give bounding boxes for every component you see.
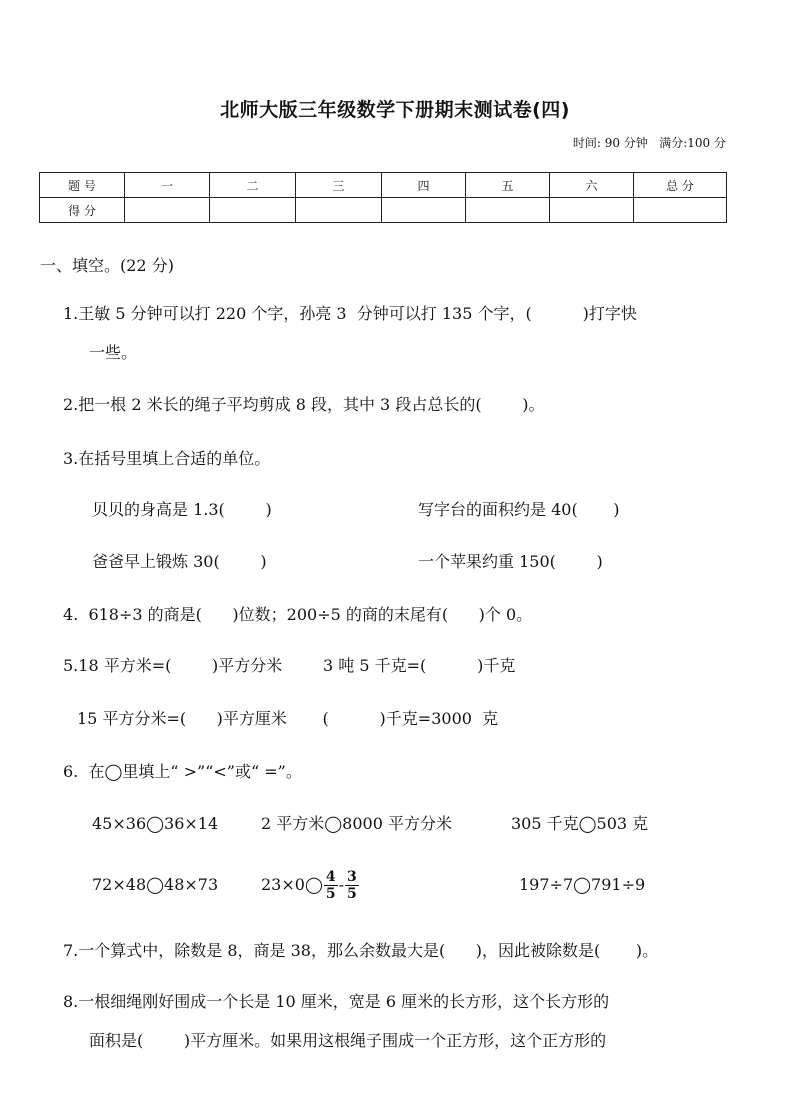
question-7: 7.一个算式中，除数是 8，商是 38，那么余数最大是( )，因此被除数是( )。 [63,941,659,960]
score-cell[interactable] [210,198,296,223]
fraction-numerator: 4 [325,869,336,885]
question-8-line-2: 面积是( )平方厘米。如果用这根绳子围成一个正方形，这个正方形的 [89,1031,607,1050]
question-3: 3.在括号里填上合适的单位。 [63,449,271,468]
question-5-line-1: 5.18 平方米=( )平方分米 3 吨 5 千克=( )千克 [63,656,516,675]
question-1-line-2: 一些。 [89,343,138,362]
question-3-item-desk-area: 写字台的面积约是 40( ) [418,500,620,519]
score-cell[interactable] [634,198,727,223]
fraction-numerator: 3 [347,869,357,885]
score-header-cell: 一 [125,173,210,198]
question-6-compare-4: 72×48◯48×73 [92,875,219,894]
exam-title: 北师大版三年级数学下册期末测试卷(四) [220,99,570,121]
score-cell[interactable] [296,198,382,223]
question-3-item-exercise: 爸爸早上锻炼 30( ) [92,552,267,571]
score-row-label: 得 分 [40,198,125,223]
question-8-line-1: 8.一根细绳刚好围成一个长是 10 厘米，宽是 6 厘米的长方形，这个长方形的 [63,992,610,1011]
exam-time-score: 时间: 90 分钟 满分:100 分 [572,136,726,150]
score-cell[interactable] [382,198,466,223]
question-6-compare-2: 2 平方米◯8000 平方分米 [261,814,452,833]
score-cell[interactable] [466,198,550,223]
question-6-compare-6: 197÷7◯791÷9 [519,875,646,894]
question-5-line-2: 15 平方分米=( )平方厘米 ( )千克=3000 克 [77,709,499,728]
fraction-three-fifths [345,869,359,902]
question-6-compare-3: 305 千克◯503 克 [511,814,649,833]
score-table [39,172,727,223]
question-2: 2.把一根 2 米长的绳子平均剪成 8 段，其中 3 段占总长的( )。 [63,395,545,414]
question-1-line-1: 1.王敏 5 分钟可以打 220 个字，孙亮 3 分钟可以打 135 个字，( )打字快 [63,304,637,323]
score-header-cell: 四 [382,173,466,198]
question-3-item-height: 贝贝的身高是 1.3( ) [92,500,272,519]
score-header-cell: 题 号 [40,173,125,198]
score-cell[interactable] [125,198,210,223]
fraction-denominator: 5 [347,886,357,902]
fraction-denominator: 5 [325,886,336,902]
question-6-compare-1: 45×36◯36×14 [92,814,219,833]
question-6-compare-5 [261,862,360,908]
compare-5-expression: 23×0◯ [261,875,323,894]
question-3-item-apple: 一个苹果约重 150( ) [418,552,603,571]
fraction-four-fifths [324,869,338,902]
score-header-cell: 三 [296,173,382,198]
score-header-cell: 二 [210,173,296,198]
score-header-cell: 六 [550,173,634,198]
minus-sign: - [338,875,345,894]
question-4: 4. 618÷3 的商是( )位数；200÷5 的商的末尾有( )个 0。 [63,605,533,624]
section-heading-fill-blank: 一、填空。(22 分) [40,256,174,275]
score-header-cell: 总 分 [634,173,727,198]
score-table-header-row [40,173,727,198]
score-cell[interactable] [550,198,634,223]
score-table-score-row [40,198,727,223]
score-header-cell: 五 [466,173,550,198]
question-6: 6. 在◯里填上“ >”“<”或“ =”。 [63,762,302,781]
